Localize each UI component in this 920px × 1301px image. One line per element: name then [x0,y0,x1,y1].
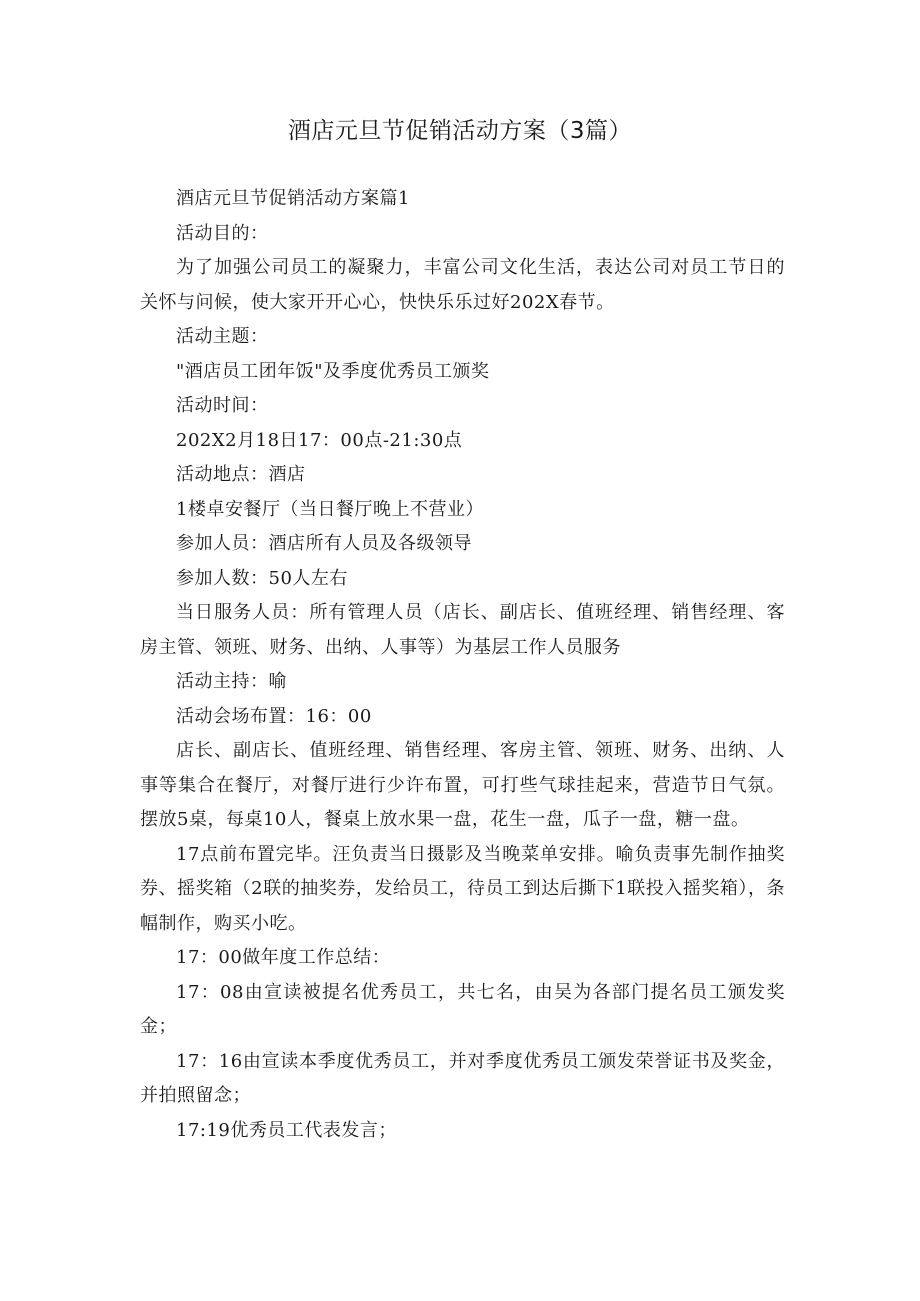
paragraph: 202X2月18日17：00点-21:30点 [176,429,463,451]
paragraph: 当日服务人员：所有管理人员（店长、副店长、值班经理、销售经理、客房主管、领班、财务、出纳、人事等）为基层工作人员服务 [140,602,785,658]
paragraph: 17：16由宣读本季度优秀员工，并对季度优秀员工颁发荣誉证书及奖金，并拍照留念； [140,1050,785,1106]
paragraph: 活动时间： [176,395,269,416]
section-heading: 酒店元旦节促销活动方案篇1 [176,188,410,209]
paragraph: 店长、副店长、值班经理、销售经理、客房主管、领班、财务、出纳、人事等集合在餐厅，对餐厅进行少许布置，可打些气球挂起来，营造节日气氛。摆放5桌，每桌10人，餐桌上放水果一盘，花生一盘，瓜子一盘，糖一盘。 [140,740,785,830]
paragraph: 参加人数：50人左右 [176,567,348,589]
paragraph: 1楼卓安餐厅（当日餐厅晚上不营业） [176,498,484,520]
paragraph: "酒店员工团年饭"及季度优秀员工颁奖 [176,360,490,382]
paragraph: 活动主题： [176,326,269,347]
paragraph: 活动地点：酒店 [176,464,306,485]
paragraph: 活动会场布置：16：00 [176,705,372,727]
paragraph: 17点前布置完毕。汪负责当日摄影及当晚菜单安排。喻负责事先制作抽奖券、摇奖箱（2联的抽奖券，发给员工，待员工到达后撕下1联投入摇奖箱），条幅制作，购买小吃。 [140,843,785,934]
paragraph: 为了加强公司员工的凝聚力，丰富公司文化生活，表达公司对员工节日的关怀与问候，使大家开开心心，快快乐乐过好202X春节。 [140,257,785,313]
paragraph: 活动主持：喻 [176,671,287,692]
paragraph: 17:19优秀员工代表发言； [176,1119,397,1141]
paragraph: 活动目的： [176,222,269,244]
document-body [140,182,785,1148]
paragraph: 17：08由宣读被提名优秀员工，共七名，由吴为各部门提名员工颁发奖金； [140,981,785,1037]
paragraph: 17：00做年度工作总结： [176,947,391,968]
paragraph: 参加人员：酒店所有人员及各级领导 [176,533,472,554]
document-title: 酒店元旦节促销活动方案（3篇） [287,118,633,144]
